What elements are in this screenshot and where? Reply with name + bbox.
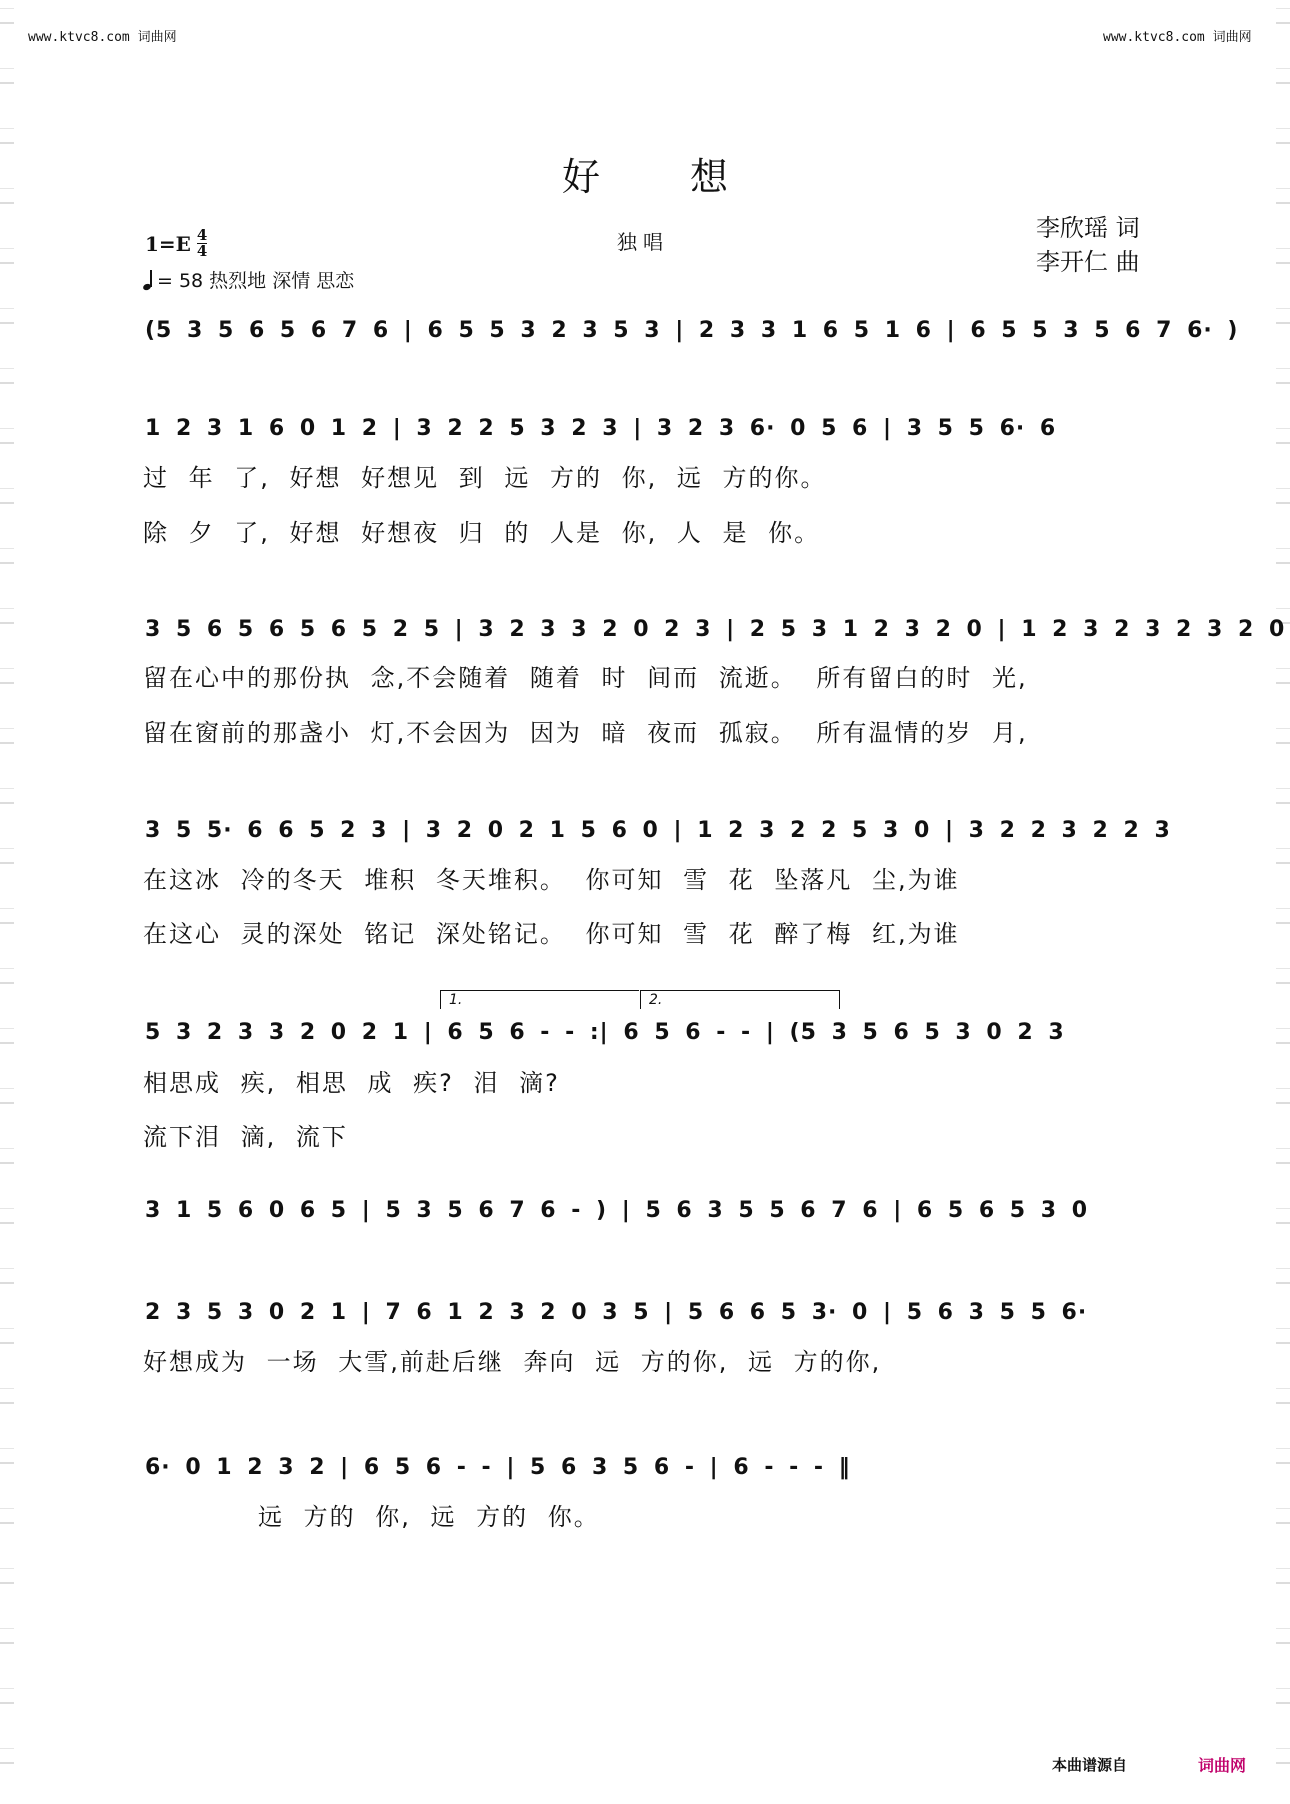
key-signature [145,228,207,259]
performance-type: 独唱 [617,230,669,254]
footer-source-label: 本曲谱源自 [1052,1756,1128,1774]
quarter-note-icon [143,270,153,290]
left-margin-strip [0,0,14,1804]
lyric-line-2-verse-2: 除 夕 了, 好想 好想夜 归 的 人是 你, 人 是 你。 [143,519,821,547]
header-left-site: www.ktvc8.com 词曲网 [28,30,177,45]
score-line-8: 6· 0 1 2 3 2 | 6 5 6 - - | 5 6 3 5 6 - | 6 - - - ‖ [145,1455,851,1480]
score-line-2: 1 2 3 1 6 0 1 2 | 3 2 2 5 3 2 3 | 3 2 3 6· 0 5 6 | 3 5 5 6· 6 [145,416,1057,441]
composer-credit: 李开仁 曲 [1036,248,1140,276]
score-line-5: 5 3 2 3 3 2 0 2 1 | 6 5 6 - - :| 6 5 6 - - | (5 3 5 6 5 3 0 2 3 [145,1020,1065,1045]
lyric-line-3-verse-2: 留在窗前的那盏小 灯,不会因为 因为 暗 夜而 孤寂。 所有温情的岁 月, [143,719,1028,747]
lyric-line-2-verse-1: 过 年 了, 好想 好想见 到 远 方的 你, 远 方的你。 [143,464,827,492]
second-ending-bracket: 2. [640,990,840,1009]
lyric-line-4-verse-1: 在这冰 冷的冬天 堆积 冬天堆积。 你可知 雪 花 坠落凡 尘,为谁 [143,866,960,894]
tempo-text: = 58 热烈地 深情 思恋 [157,270,355,292]
time-signature [197,228,207,259]
score-line-3: 3 5 6 5 6 5 6 5 2 5 | 3 2 3 3 2 0 2 3 | 2 5 3 1 2 3 2 0 | 1 2 3 2 3 2 3 2 0 [145,617,1286,642]
score-line-6: 3 1 5 6 0 6 5 | 5 3 5 6 7 6 - ) | 5 6 3 5 5 6 7 6 | 6 5 6 5 3 0 [145,1198,1089,1223]
time-bottom: 4 [196,242,208,260]
time-top: 4 [196,226,208,244]
right-margin-strip [1276,0,1290,1804]
lyricist-credit: 李欣瑶 词 [1036,214,1140,242]
lyric-line-5-verse-2: 流下泪 滴, 流下 [143,1123,348,1151]
key-label: 1=E [145,231,191,256]
song-title: 好想 [561,155,818,199]
lyric-line-5-verse-1: 相思成 疾, 相思 成 疾? 泪 滴? [143,1069,560,1097]
lyric-line-4-verse-2: 在这心 灵的深处 铭记 深处铭记。 你可知 雪 花 醉了梅 红,为谁 [143,920,960,948]
tempo-marking [143,266,354,293]
score-line-1: (5 3 5 6 5 6 7 6 | 6 5 5 3 2 3 5 3 | 2 3 3 1 6 5 1 6 | 6 5 5 3 5 6 7 6· ) [145,318,1239,343]
lyric-line-7-verse-1: 好想成为 一场 大雪,前赴后继 奔向 远 方的你, 远 方的你, [143,1348,882,1376]
header-right-site: www.ktvc8.com 词曲网 [1103,30,1252,45]
first-ending-bracket: 1. [440,990,639,1009]
footer-site-link[interactable]: 词曲网 [1198,1756,1247,1775]
score-line-7: 2 3 5 3 0 2 1 | 7 6 1 2 3 2 0 3 5 | 5 6 6 5 3· 0 | 5 6 3 5 5 6· [145,1300,1088,1325]
lyric-line-8-verse-1: 远 方的 你, 远 方的 你。 [258,1503,600,1531]
lyric-line-3-verse-1: 留在心中的那份执 念,不会随着 随着 时 间而 流逝。 所有留白的时 光, [143,664,1028,692]
score-line-4: 3 5 5· 6 6 5 2 3 | 3 2 0 2 1 5 6 0 | 1 2 3 2 2 5 3 0 | 3 2 2 3 2 2 3 [145,818,1171,843]
